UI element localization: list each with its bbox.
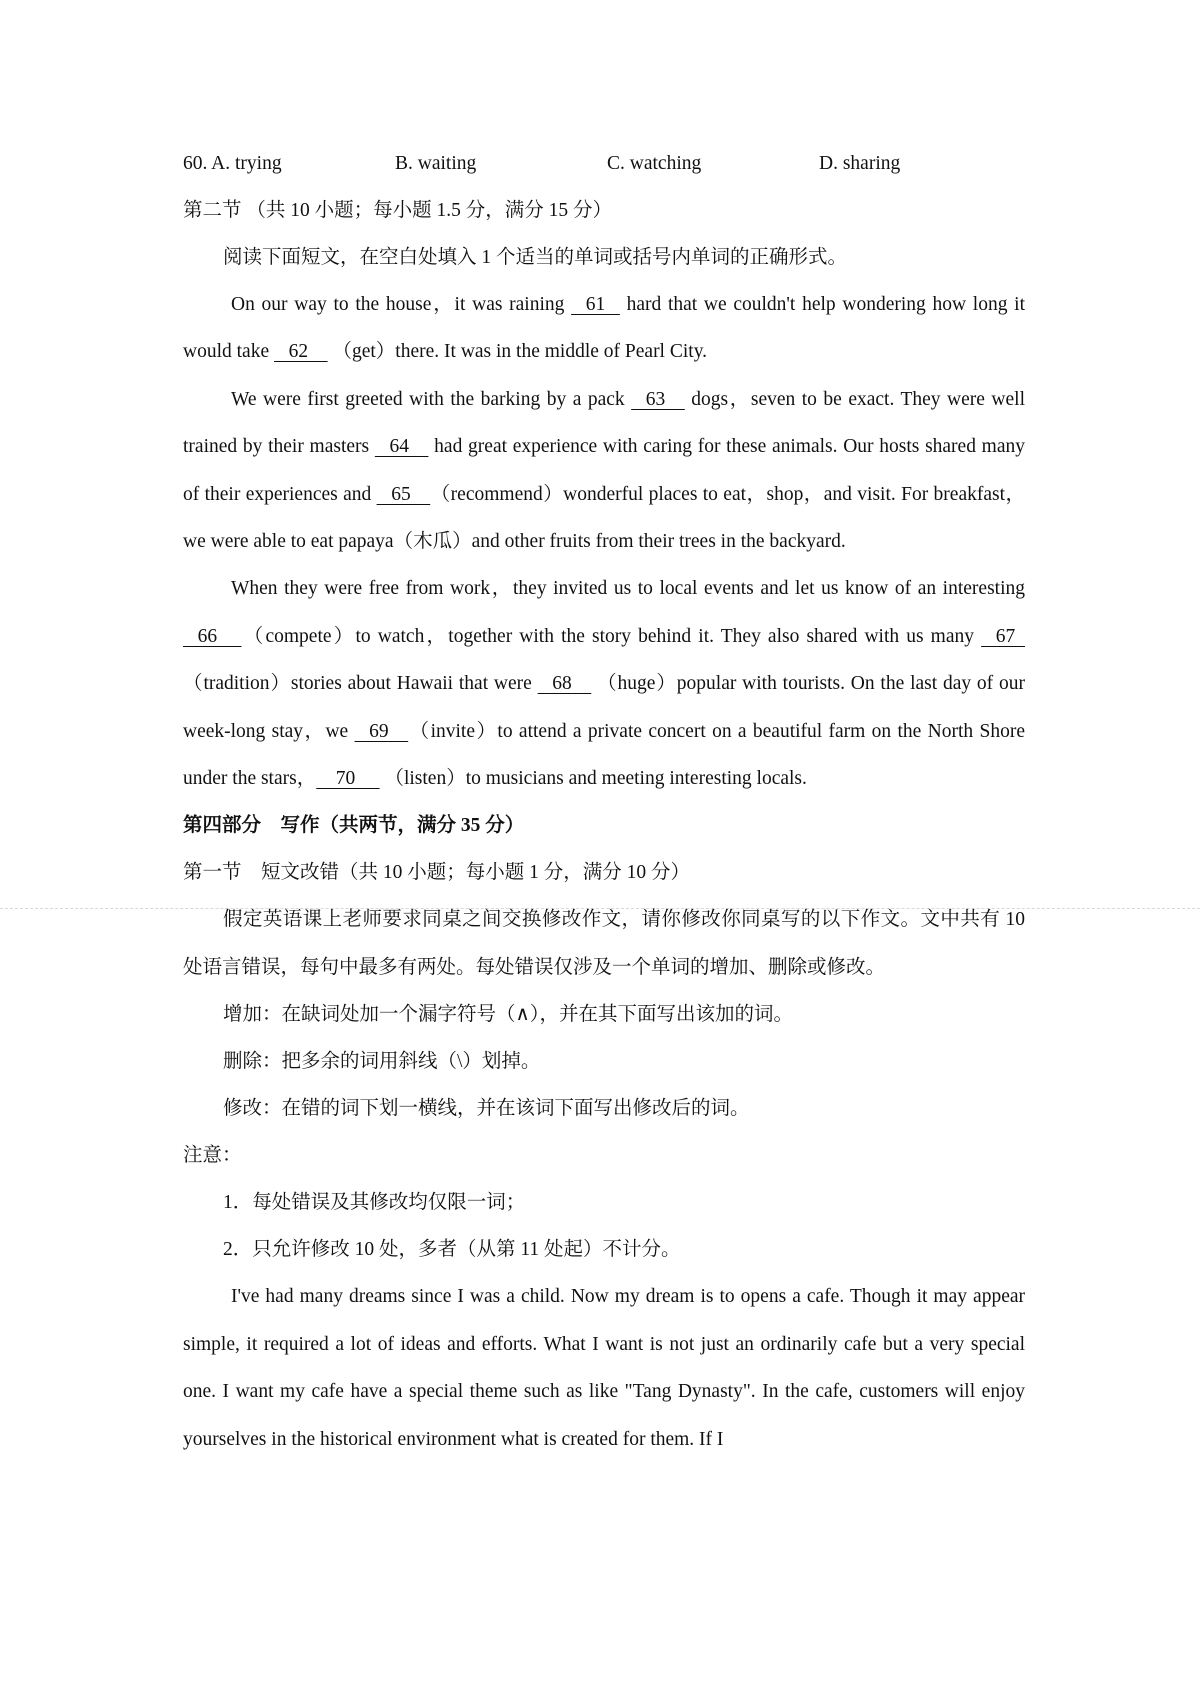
part4-section1-heading: 第一节 短文改错（共 10 小题；每小题 1 分，满分 10 分） <box>183 862 691 884</box>
passage-paragraph-3 <box>183 565 1025 802</box>
exam-page <box>183 140 1025 1463</box>
q60-option-a: 60. A. trying <box>183 153 282 174</box>
passage-text: （get）there. It was in the middle of Pearl City. <box>327 341 708 363</box>
passage-text: We were first greeted with the barking by a pack <box>231 388 632 410</box>
passage-text: （huge）popular with tourists. On the last day of our week-long stay，we <box>183 673 1025 742</box>
passage-text: （listen）to musicians and meeting interesting locals. <box>379 768 807 790</box>
blank-69: 69 <box>354 720 409 742</box>
passage-text: On our way to the house，it was raining <box>231 294 572 315</box>
rule-modify: 修改：在错的词下划一横线，并在该词下面写出修改后的词。 <box>223 1098 750 1120</box>
question-60-options <box>183 140 1025 187</box>
passage-text: dogs，seven to be exact. They were well trained by their masters <box>183 388 1025 458</box>
blank-61: 61 <box>571 294 620 315</box>
passage-paragraph-1 <box>183 281 1025 376</box>
passage-text: （invite）to attend a private concert on a beautiful farm on the North Shore under the stars， <box>183 720 1025 790</box>
part4-instruction: 假定英语课上老师要求同桌之间交换修改作文，请你修改你同桌写的以下作文。文中共有 10 处语言错误，每句中最多有两处。每处错误仅涉及一个单词的增加、删除或修改。 <box>183 909 1025 978</box>
q60-option-b: B. waiting <box>395 153 477 174</box>
blank-67: 67 <box>981 625 1025 647</box>
q60-option-d: D. sharing <box>819 153 901 174</box>
passage-text: When they were free from work，they invited us to local events and let us know of an interesting <box>231 578 1025 600</box>
note-item-1: 1．每处错误及其修改均仅限一词； <box>223 1192 526 1214</box>
essay-text: I've had many dreams since I was a child. Now my dream is to opens a cafe. Though it may appear simple, it required a lot of ideas and efforts. What I want is not just an ordinarily cafe but a very special one. I want my cafe have a special theme such as like "Tang Dynasty". In the cafe, customers will enjoy yourselves in the historical environment what is created for them. If I <box>183 1286 1025 1450</box>
rule-delete: 删除：把多余的词用斜线（\）划掉。 <box>223 1051 541 1073</box>
blank-64: 64 <box>374 436 429 458</box>
passage-text: （recommend）wonderful places to eat，shop，and visit. For breakfast，we were able to eat papaya（木瓜）and other fruits from their trees in the backyard. <box>183 483 1025 553</box>
blank-63: 63 <box>631 388 685 410</box>
blank-66: 66 <box>183 625 242 647</box>
passage-text: （compete）to watch，together with the story behind it. They also shared with us many <box>241 625 982 647</box>
note-item-2: 2．只允许修改 10 处，多者（从第 11 处起）不计分。 <box>223 1239 681 1261</box>
passage-text: hard that we couldn't help wondering how long it would take <box>183 294 1025 363</box>
blank-70: 70 <box>316 768 380 790</box>
section2-instruction: 阅读下面短文，在空白处填入 1 个适当的单词或括号内单词的正确形式。 <box>223 247 848 268</box>
passage-text: had great experience with caring for these animals. Our hosts shared many of their experiences and <box>183 436 1025 505</box>
section2-heading: 第二节 （共 10 小题；每小题 1.5 分，满分 15 分） <box>183 200 613 221</box>
rule-add: 增加：在缺词处加一个漏字符号（∧），并在其下面写出该加的词。 <box>223 1004 794 1026</box>
note-label: 注意： <box>183 1145 242 1167</box>
passage-text: （tradition）stories about Hawaii that were <box>183 673 538 695</box>
q60-option-c: C. watching <box>607 153 702 174</box>
blank-65: 65 <box>376 483 431 505</box>
blank-68: 68 <box>537 673 592 695</box>
blank-62: 62 <box>273 341 328 363</box>
part4-heading: 第四部分 写作（共两节，满分 35 分） <box>183 815 525 837</box>
passage-paragraph-2 <box>183 376 1025 566</box>
